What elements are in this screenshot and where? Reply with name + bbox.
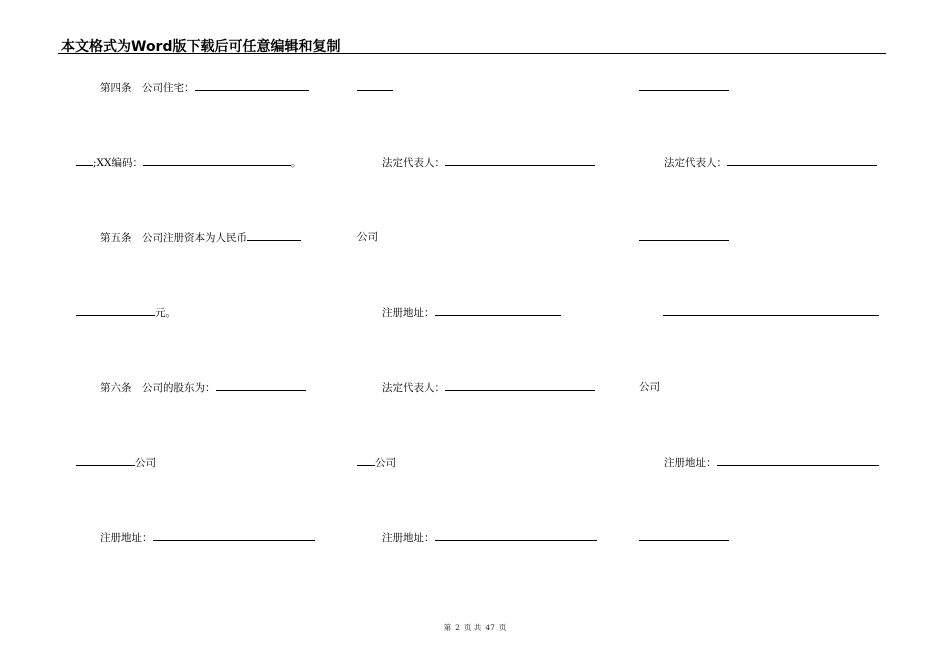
- short-blank: [76, 155, 93, 166]
- short-blank: [357, 455, 375, 466]
- registered-address-line-mid-2: [382, 530, 597, 544]
- shareholder-company-line-left: [76, 455, 156, 469]
- company-label: 公司: [135, 457, 156, 469]
- footer-middle: 页 共: [463, 623, 482, 632]
- address-blank: [435, 305, 561, 316]
- right-col-blank-row3: [639, 230, 729, 244]
- right-col-blank-row7: [639, 530, 729, 544]
- document-header-title: 本文格式为Word版下载后可任意编辑和复制: [61, 39, 341, 55]
- right-col-blank-row1: [639, 80, 729, 94]
- company-name-blank: [76, 455, 135, 466]
- registered-address-label: 注册地址：: [664, 457, 717, 469]
- address-blank: [717, 455, 879, 466]
- yuan-label: 元。: [155, 307, 176, 319]
- legal-rep-blank: [445, 380, 595, 391]
- legal-rep-line-right: [664, 155, 877, 169]
- registered-address-label: 注册地址：: [100, 532, 153, 544]
- page-number: 2: [455, 623, 460, 632]
- party-name-blank: [639, 80, 729, 91]
- long-blank: [663, 305, 879, 316]
- registered-address-line-mid: [382, 305, 561, 319]
- footer-prefix: 第: [443, 623, 452, 632]
- article-4-line: [100, 80, 309, 94]
- residence-blank: [195, 80, 309, 91]
- legal-rep-label: 法定代表人：: [382, 382, 445, 394]
- postal-code-line: [76, 155, 302, 169]
- registered-address-label: 注册地址：: [382, 307, 435, 319]
- legal-rep-line-mid: [382, 155, 595, 169]
- company-label-mid: 公司: [357, 231, 378, 243]
- registered-address-line-right: [664, 455, 879, 469]
- capital-amount-line: [76, 305, 176, 319]
- footer-suffix: 页: [498, 623, 507, 632]
- legal-rep-blank: [445, 155, 595, 166]
- right-col-blank-row4: [663, 305, 879, 319]
- legal-rep-line-mid-2: [382, 380, 595, 394]
- party-name-blank: [639, 530, 729, 541]
- party-name-blank: [639, 230, 729, 241]
- page-footer: [0, 622, 950, 633]
- postal-code-blank: [143, 155, 291, 166]
- postal-code-label: ;XX编码：: [93, 157, 143, 169]
- header-divider: [58, 53, 886, 54]
- short-blank: [357, 80, 393, 91]
- article-4-label: 第四条 公司住宅：: [100, 82, 195, 94]
- capital-blank: [247, 230, 301, 241]
- registered-address-line-left: [100, 530, 315, 544]
- registered-address-label: 注册地址：: [382, 532, 435, 544]
- article-6-line: [100, 380, 306, 394]
- amount-blank: [76, 305, 155, 316]
- article-5-label: 第五条 公司注册资本为人民币: [100, 232, 247, 244]
- article-5-line: [100, 230, 301, 244]
- shareholder-blank: [216, 380, 306, 391]
- total-pages: 47: [485, 623, 495, 632]
- address-blank: [435, 530, 597, 541]
- legal-rep-blank: [727, 155, 877, 166]
- company-label-right: 公司: [639, 381, 660, 393]
- article-6-label: 第六条 公司的股东为：: [100, 382, 216, 394]
- period-mark: 。: [291, 157, 302, 169]
- company-label: 公司: [375, 457, 396, 469]
- shareholder-company-line-mid: [357, 455, 396, 469]
- mid-col-blank-row1: [357, 80, 393, 94]
- legal-rep-label: 法定代表人：: [664, 157, 727, 169]
- address-blank: [153, 530, 315, 541]
- legal-rep-label: 法定代表人：: [382, 157, 445, 169]
